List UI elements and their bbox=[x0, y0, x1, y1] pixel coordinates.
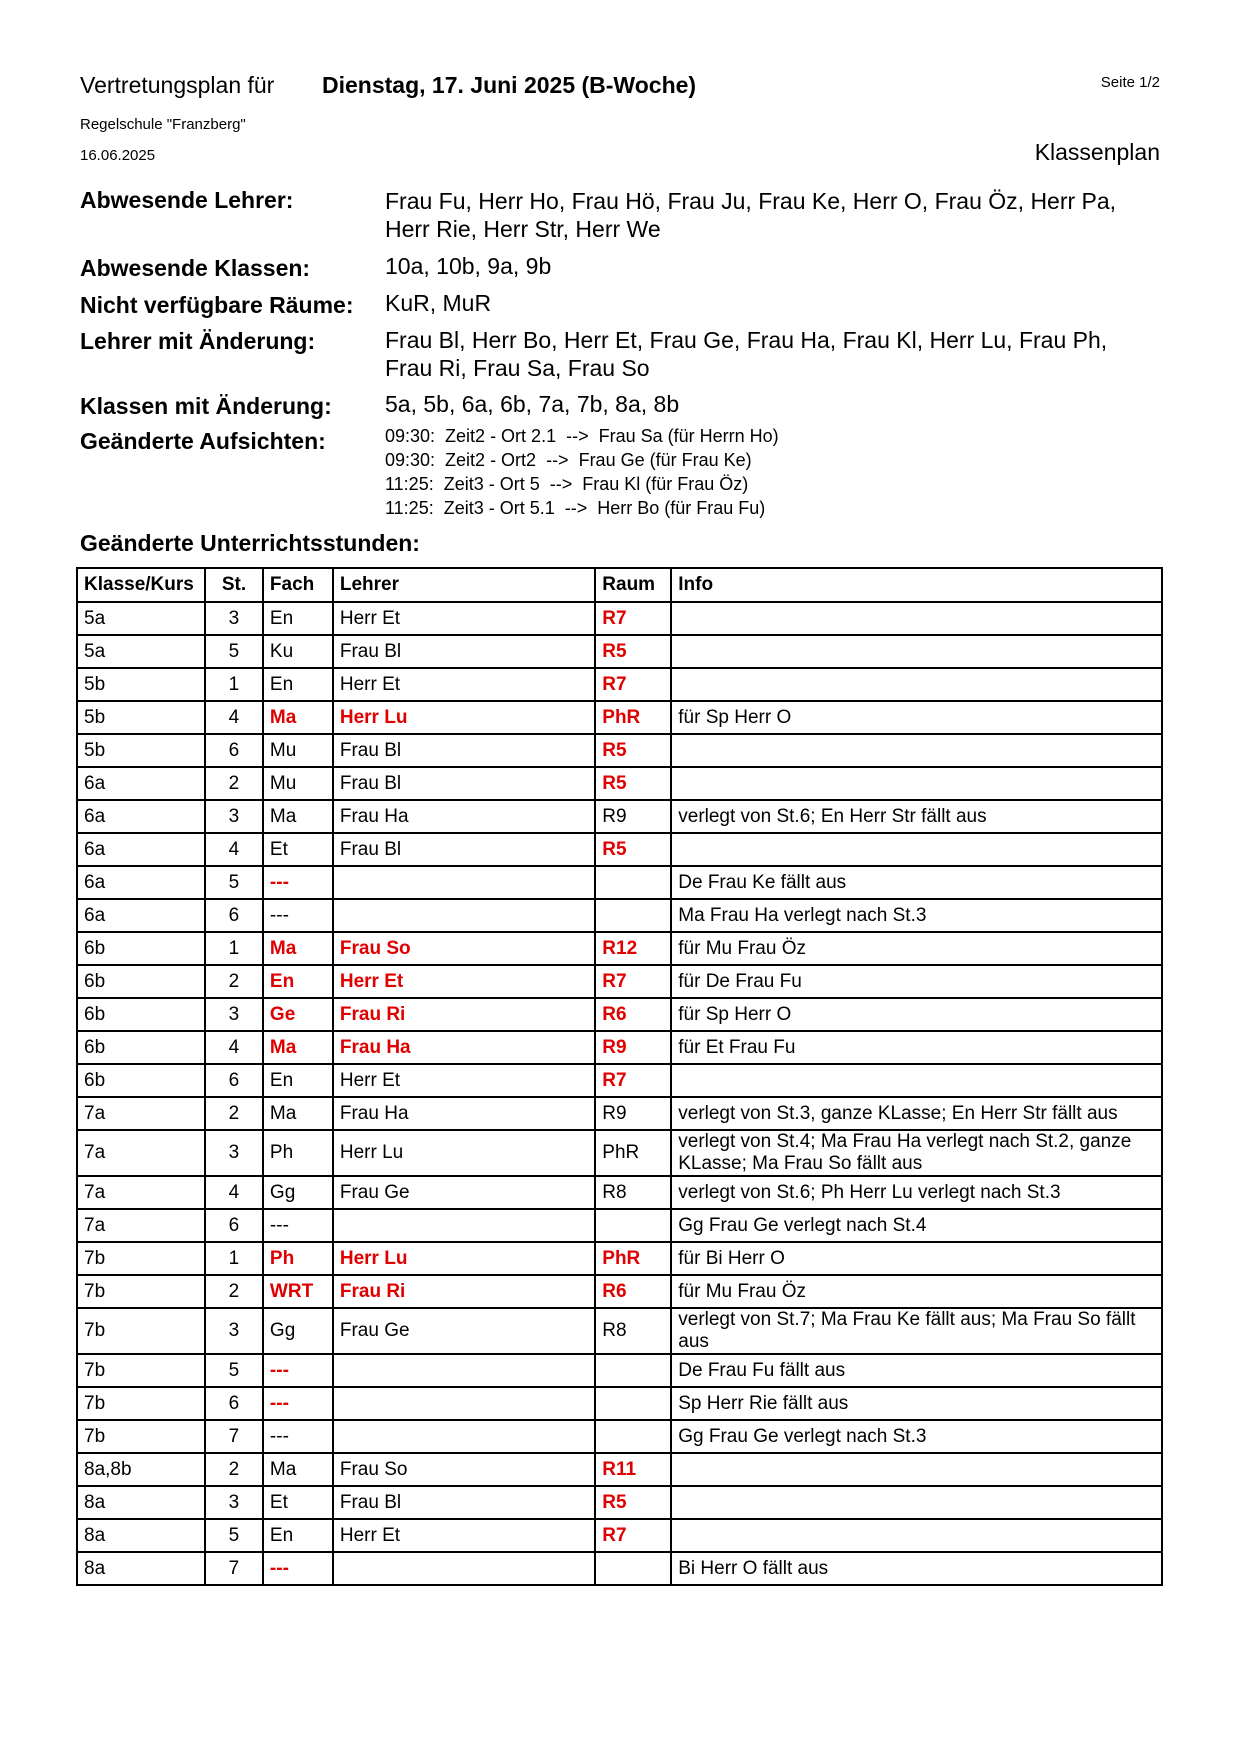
cell-info bbox=[671, 635, 1162, 668]
cell-subject: En bbox=[263, 668, 333, 701]
cell-teacher bbox=[333, 1209, 595, 1242]
cell-subject: Ma bbox=[263, 701, 333, 734]
header-class: Klasse/Kurs bbox=[77, 568, 205, 602]
changed-classes-label: Klassen mit Änderung: bbox=[80, 393, 332, 419]
cell-period: 6 bbox=[205, 1064, 263, 1097]
table-row bbox=[77, 1387, 1162, 1420]
cell-period: 2 bbox=[205, 1453, 263, 1486]
absent-classes-label: Abwesende Klassen: bbox=[80, 255, 311, 281]
cell-info: für Et Frau Fu bbox=[671, 1031, 1162, 1064]
cell-info: De Frau Fu fällt aus bbox=[671, 1354, 1162, 1387]
cell-subject: --- bbox=[263, 1552, 333, 1585]
cell-class: 7b bbox=[77, 1275, 205, 1308]
cell-period: 3 bbox=[205, 1130, 263, 1176]
cell-room: R7 bbox=[595, 602, 671, 635]
table-row bbox=[77, 668, 1162, 701]
cell-info bbox=[671, 602, 1162, 635]
cell-subject: Ma bbox=[263, 800, 333, 833]
cell-info: für Mu Frau Öz bbox=[671, 1275, 1162, 1308]
cell-room bbox=[595, 1387, 671, 1420]
cell-subject: Gg bbox=[263, 1176, 333, 1209]
absent-teachers-value: Frau Fu, Herr Ho, Frau Hö, Frau Ju, Frau Ke, Herr O, Frau Öz, Herr Pa, Herr Rie, Herr Str, Herr We bbox=[385, 188, 1117, 242]
cell-class: 7a bbox=[77, 1130, 205, 1176]
cell-room: R11 bbox=[595, 1453, 671, 1486]
cell-subject: Ph bbox=[263, 1242, 333, 1275]
header-subject: Fach bbox=[263, 568, 333, 602]
cell-info: verlegt von St.6; En Herr Str fällt aus bbox=[671, 800, 1162, 833]
cell-period: 6 bbox=[205, 1209, 263, 1242]
cell-room: R8 bbox=[595, 1176, 671, 1209]
cell-info: Ma Frau Ha verlegt nach St.3 bbox=[671, 899, 1162, 932]
cell-info: für Sp Herr O bbox=[671, 701, 1162, 734]
cell-info: für Sp Herr O bbox=[671, 998, 1162, 1031]
cell-subject: Et bbox=[263, 1486, 333, 1519]
cell-info bbox=[671, 1064, 1162, 1097]
cell-period: 3 bbox=[205, 1486, 263, 1519]
cell-room: PhR bbox=[595, 701, 671, 734]
cell-class: 6b bbox=[77, 1031, 205, 1064]
cell-period: 6 bbox=[205, 734, 263, 767]
cell-teacher: Frau Ge bbox=[333, 1308, 595, 1354]
table-row bbox=[77, 701, 1162, 734]
cell-class: 8a bbox=[77, 1552, 205, 1585]
cell-subject: Ma bbox=[263, 1031, 333, 1064]
changed-teachers-label: Lehrer mit Änderung: bbox=[80, 328, 316, 354]
cell-room: R7 bbox=[595, 1064, 671, 1097]
cell-class: 5b bbox=[77, 668, 205, 701]
cell-info bbox=[671, 1453, 1162, 1486]
cell-class: 6b bbox=[77, 932, 205, 965]
cell-teacher: Frau So bbox=[333, 932, 595, 965]
cell-class: 7b bbox=[77, 1387, 205, 1420]
cell-subject: Ma bbox=[263, 1097, 333, 1130]
supervision-line: 09:30: Zeit2 - Ort2 --> Frau Ge (für Frau Ke) bbox=[385, 450, 752, 470]
cell-class: 7b bbox=[77, 1420, 205, 1453]
table-row bbox=[77, 602, 1162, 635]
cell-room bbox=[595, 1354, 671, 1387]
cell-subject: --- bbox=[263, 899, 333, 932]
table-row bbox=[77, 998, 1162, 1031]
cell-class: 5b bbox=[77, 734, 205, 767]
cell-class: 5a bbox=[77, 635, 205, 668]
cell-class: 6b bbox=[77, 1064, 205, 1097]
cell-teacher bbox=[333, 899, 595, 932]
cell-period: 2 bbox=[205, 965, 263, 998]
substitution-table bbox=[76, 567, 1163, 1586]
cell-period: 7 bbox=[205, 1420, 263, 1453]
cell-info: De Frau Ke fällt aus bbox=[671, 866, 1162, 899]
cell-subject: Ku bbox=[263, 635, 333, 668]
cell-teacher: Frau Bl bbox=[333, 1486, 595, 1519]
table-row bbox=[77, 1453, 1162, 1486]
cell-info: Gg Frau Ge verlegt nach St.4 bbox=[671, 1209, 1162, 1242]
header-period: St. bbox=[205, 568, 263, 602]
title-lead: Vertretungsplan für bbox=[80, 72, 275, 98]
cell-teacher: Herr Et bbox=[333, 668, 595, 701]
cell-class: 6b bbox=[77, 965, 205, 998]
cell-room: R5 bbox=[595, 635, 671, 668]
cell-room: R5 bbox=[595, 734, 671, 767]
supervision-line: 11:25: Zeit3 - Ort 5 --> Frau Kl (für Frau Öz) bbox=[385, 474, 749, 494]
cell-subject: --- bbox=[263, 1209, 333, 1242]
cell-room: R9 bbox=[595, 800, 671, 833]
cell-room: R5 bbox=[595, 1486, 671, 1519]
cell-subject: En bbox=[263, 1519, 333, 1552]
cell-class: 8a bbox=[77, 1486, 205, 1519]
cell-info: verlegt von St.4; Ma Frau Ha verlegt nach St.2, ganze KLasse; Ma Frau So fällt aus bbox=[671, 1130, 1162, 1176]
plan-type: Klassenplan bbox=[1034, 139, 1160, 165]
table-row bbox=[77, 1519, 1162, 1552]
cell-info: verlegt von St.7; Ma Frau Ke fällt aus; Ma Frau So fällt aus bbox=[671, 1308, 1162, 1354]
cell-subject: --- bbox=[263, 1387, 333, 1420]
table-row bbox=[77, 1209, 1162, 1242]
created-date: 16.06.2025 bbox=[80, 147, 156, 164]
cell-class: 7a bbox=[77, 1209, 205, 1242]
table-row bbox=[77, 1308, 1162, 1354]
cell-period: 1 bbox=[205, 932, 263, 965]
table-row bbox=[77, 899, 1162, 932]
cell-room: R7 bbox=[595, 668, 671, 701]
changed-classes-value: 5a, 5b, 6a, 6b, 7a, 7b, 8a, 8b bbox=[385, 391, 680, 417]
cell-teacher: Frau Ha bbox=[333, 1097, 595, 1130]
cell-info bbox=[671, 668, 1162, 701]
cell-subject: Ma bbox=[263, 932, 333, 965]
cell-period: 5 bbox=[205, 866, 263, 899]
cell-info: für Bi Herr O bbox=[671, 1242, 1162, 1275]
cell-period: 5 bbox=[205, 1519, 263, 1552]
cell-teacher: Herr Et bbox=[333, 965, 595, 998]
plan-date: Dienstag, 17. Juni 2025 (B-Woche) bbox=[322, 72, 697, 98]
cell-subject: Mu bbox=[263, 767, 333, 800]
table-row bbox=[77, 1130, 1162, 1176]
changed-lessons-title: Geänderte Unterrichtsstunden: bbox=[80, 530, 420, 556]
cell-period: 7 bbox=[205, 1552, 263, 1585]
changed-teachers-value: Frau Bl, Herr Bo, Herr Et, Frau Ge, Frau Ha, Frau Kl, Herr Lu, Frau Ph, Frau Ri, Frau Sa, Frau So bbox=[385, 327, 1108, 381]
cell-room: R9 bbox=[595, 1031, 671, 1064]
cell-info bbox=[671, 767, 1162, 800]
absent-classes-value: 10a, 10b, 9a, 9b bbox=[385, 253, 552, 279]
cell-teacher: Frau So bbox=[333, 1453, 595, 1486]
cell-subject: --- bbox=[263, 1420, 333, 1453]
table-row bbox=[77, 1275, 1162, 1308]
cell-period: 2 bbox=[205, 1275, 263, 1308]
table-header-row bbox=[77, 568, 1162, 602]
cell-class: 7b bbox=[77, 1308, 205, 1354]
cell-teacher: Frau Ri bbox=[333, 998, 595, 1031]
cell-period: 2 bbox=[205, 767, 263, 800]
table-row bbox=[77, 1354, 1162, 1387]
table-row bbox=[77, 635, 1162, 668]
cell-info: verlegt von St.6; Ph Herr Lu verlegt nach St.3 bbox=[671, 1176, 1162, 1209]
cell-info: Sp Herr Rie fällt aus bbox=[671, 1387, 1162, 1420]
cell-subject: Ma bbox=[263, 1453, 333, 1486]
cell-period: 4 bbox=[205, 1031, 263, 1064]
cell-room: R5 bbox=[595, 767, 671, 800]
cell-teacher: Herr Lu bbox=[333, 1242, 595, 1275]
supervision-line: 09:30: Zeit2 - Ort 2.1 --> Frau Sa (für Herrn Ho) bbox=[385, 426, 779, 446]
table-row bbox=[77, 1242, 1162, 1275]
cell-info: für Mu Frau Öz bbox=[671, 932, 1162, 965]
table-row bbox=[77, 1176, 1162, 1209]
cell-subject: Gg bbox=[263, 1308, 333, 1354]
cell-teacher bbox=[333, 1420, 595, 1453]
cell-subject: Et bbox=[263, 833, 333, 866]
header-room: Raum bbox=[595, 568, 671, 602]
cell-info bbox=[671, 833, 1162, 866]
table-row bbox=[77, 800, 1162, 833]
cell-class: 6a bbox=[77, 866, 205, 899]
absent-teachers-label: Abwesende Lehrer: bbox=[80, 187, 294, 213]
cell-class: 6a bbox=[77, 767, 205, 800]
table-row bbox=[77, 767, 1162, 800]
cell-class: 7a bbox=[77, 1097, 205, 1130]
table-row bbox=[77, 833, 1162, 866]
cell-info bbox=[671, 1486, 1162, 1519]
cell-teacher: Frau Ha bbox=[333, 1031, 595, 1064]
cell-info: für De Frau Fu bbox=[671, 965, 1162, 998]
cell-room: R6 bbox=[595, 1275, 671, 1308]
cell-class: 6a bbox=[77, 833, 205, 866]
table-row bbox=[77, 1064, 1162, 1097]
cell-room: R8 bbox=[595, 1308, 671, 1354]
cell-info bbox=[671, 1519, 1162, 1552]
cell-room bbox=[595, 899, 671, 932]
page-number: Seite 1/2 bbox=[1100, 74, 1160, 91]
cell-period: 5 bbox=[205, 1354, 263, 1387]
cell-room: PhR bbox=[595, 1242, 671, 1275]
table-row bbox=[77, 866, 1162, 899]
cell-period: 1 bbox=[205, 1242, 263, 1275]
table-row bbox=[77, 1420, 1162, 1453]
cell-period: 3 bbox=[205, 998, 263, 1031]
cell-teacher bbox=[333, 1354, 595, 1387]
cell-period: 3 bbox=[205, 1308, 263, 1354]
cell-room: R6 bbox=[595, 998, 671, 1031]
cell-class: 8a,8b bbox=[77, 1453, 205, 1486]
cell-subject: En bbox=[263, 602, 333, 635]
cell-room bbox=[595, 866, 671, 899]
cell-teacher: Herr Et bbox=[333, 1519, 595, 1552]
cell-teacher: Frau Ri bbox=[333, 1275, 595, 1308]
school-name: Regelschule "Franzberg" bbox=[80, 116, 246, 133]
cell-class: 6a bbox=[77, 899, 205, 932]
cell-room: R7 bbox=[595, 1519, 671, 1552]
cell-teacher: Frau Bl bbox=[333, 635, 595, 668]
cell-period: 6 bbox=[205, 899, 263, 932]
supervision-label: Geänderte Aufsichten: bbox=[80, 428, 326, 454]
cell-teacher bbox=[333, 866, 595, 899]
cell-period: 3 bbox=[205, 602, 263, 635]
unavailable-rooms-value: KuR, MuR bbox=[385, 290, 492, 316]
cell-teacher: Herr Lu bbox=[333, 701, 595, 734]
header-info: Info bbox=[671, 568, 1162, 602]
cell-class: 8a bbox=[77, 1519, 205, 1552]
cell-subject: --- bbox=[263, 866, 333, 899]
cell-class: 5a bbox=[77, 602, 205, 635]
cell-period: 2 bbox=[205, 1097, 263, 1130]
cell-subject: WRT bbox=[263, 1275, 333, 1308]
table-row bbox=[77, 1552, 1162, 1585]
cell-room: PhR bbox=[595, 1130, 671, 1176]
table-row bbox=[77, 734, 1162, 767]
cell-period: 4 bbox=[205, 833, 263, 866]
table-row bbox=[77, 965, 1162, 998]
cell-period: 4 bbox=[205, 1176, 263, 1209]
cell-teacher: Frau Ge bbox=[333, 1176, 595, 1209]
table-row bbox=[77, 932, 1162, 965]
cell-teacher: Frau Bl bbox=[333, 767, 595, 800]
cell-room: R7 bbox=[595, 965, 671, 998]
cell-info: Bi Herr O fällt aus bbox=[671, 1552, 1162, 1585]
cell-info: verlegt von St.3, ganze KLasse; En Herr Str fällt aus bbox=[671, 1097, 1162, 1130]
cell-room bbox=[595, 1209, 671, 1242]
cell-teacher: Frau Bl bbox=[333, 833, 595, 866]
cell-class: 7a bbox=[77, 1176, 205, 1209]
cell-subject: En bbox=[263, 965, 333, 998]
cell-room: R12 bbox=[595, 932, 671, 965]
cell-teacher: Frau Ha bbox=[333, 800, 595, 833]
cell-class: 6a bbox=[77, 800, 205, 833]
cell-period: 6 bbox=[205, 1387, 263, 1420]
cell-room: R9 bbox=[595, 1097, 671, 1130]
cell-info: Gg Frau Ge verlegt nach St.3 bbox=[671, 1420, 1162, 1453]
cell-period: 1 bbox=[205, 668, 263, 701]
unavailable-rooms-label: Nicht verfügbare Räume: bbox=[80, 292, 354, 318]
cell-room bbox=[595, 1420, 671, 1453]
cell-subject: Mu bbox=[263, 734, 333, 767]
cell-teacher: Herr Et bbox=[333, 1064, 595, 1097]
cell-room bbox=[595, 1552, 671, 1585]
header-teacher: Lehrer bbox=[333, 568, 595, 602]
cell-period: 3 bbox=[205, 800, 263, 833]
cell-period: 4 bbox=[205, 701, 263, 734]
cell-teacher: Herr Et bbox=[333, 602, 595, 635]
table-row bbox=[77, 1486, 1162, 1519]
cell-teacher: Frau Bl bbox=[333, 734, 595, 767]
cell-subject: --- bbox=[263, 1354, 333, 1387]
cell-class: 7b bbox=[77, 1354, 205, 1387]
cell-room: R5 bbox=[595, 833, 671, 866]
cell-subject: Ph bbox=[263, 1130, 333, 1176]
supervision-line: 11:25: Zeit3 - Ort 5.1 --> Herr Bo (für Frau Fu) bbox=[385, 498, 766, 518]
cell-period: 5 bbox=[205, 635, 263, 668]
cell-subject: En bbox=[263, 1064, 333, 1097]
table-row bbox=[77, 1097, 1162, 1130]
cell-teacher: Herr Lu bbox=[333, 1130, 595, 1176]
cell-info bbox=[671, 734, 1162, 767]
cell-teacher bbox=[333, 1387, 595, 1420]
table-row bbox=[77, 1031, 1162, 1064]
cell-class: 7b bbox=[77, 1242, 205, 1275]
cell-class: 6b bbox=[77, 998, 205, 1031]
cell-teacher bbox=[333, 1552, 595, 1585]
supervision-list bbox=[385, 424, 1145, 520]
cell-class: 5b bbox=[77, 701, 205, 734]
cell-subject: Ge bbox=[263, 998, 333, 1031]
